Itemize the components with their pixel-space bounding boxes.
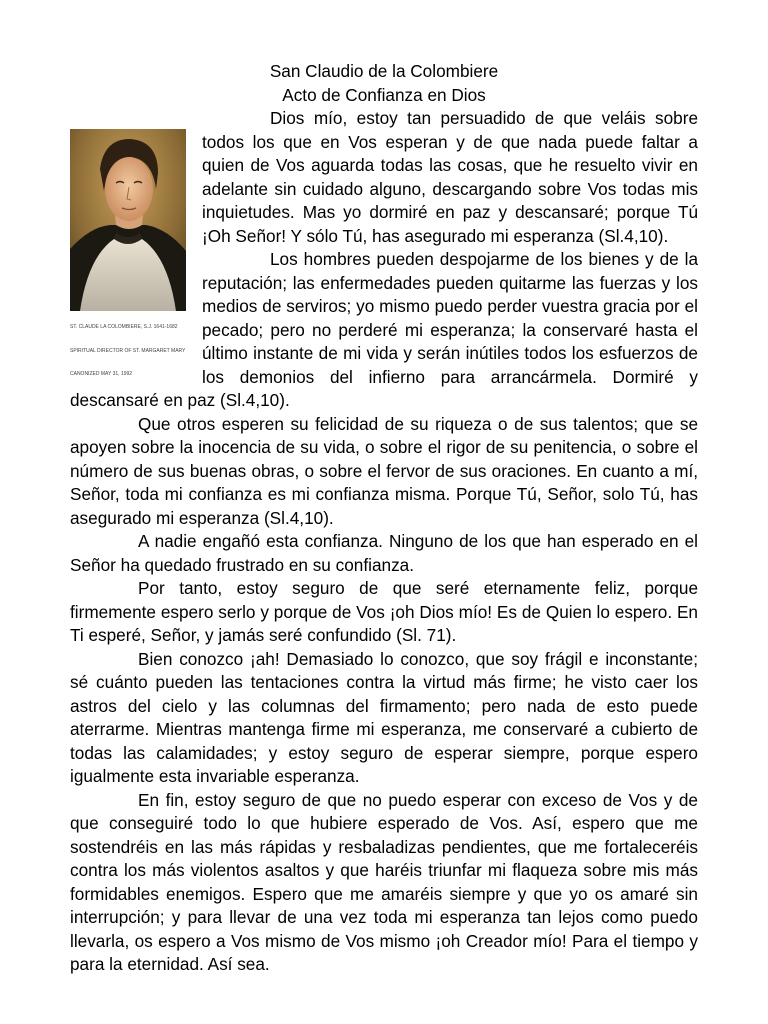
document-subtitle: Acto de Confianza en Dios [282,84,486,105]
paragraph-3: Que otros esperen su felicidad de su riqueza o de sus talentos; que se apoyen sobre la inocencia de su vida, o sobre el rigor de su penitencia, o sobre el número de sus buenas obras, o sobre el fervor de sus oraciones. En cuanto a mí, Señor, toda mi confianza es mi confianza misma. Porque Tú, Señor, solo Tú, has asegurado mi esperanza (Sl.4,10). [70,413,698,528]
paragraph-5: Por tanto, estoy seguro de que seré eternamente feliz, porque firmemente espero serlo y porque de Vos ¡oh Dios mío! Es de Quien lo espero. En Ti esperé, Señor, y jamás seré confundido (Sl. 71). [70,578,698,645]
portrait-figure [70,129,192,382]
saint-portrait-image [70,129,186,311]
document-title: San Claudio de la Colombiere [269,61,499,81]
portrait-caption-line-3: CANONIZED MAY 31, 1992 [70,371,133,377]
document-page [70,60,698,977]
paragraph-1-text: Dios mío, estoy tan persuadido de que veláis sobre todos los que en Vos esperan y de que nada puede faltar a quien de Vos aguarda todas las cosas, que he resuelto vivir en adelante sin cuidado alguno, descargando sobre Vos todas mis inquietudes. Mas yo dormiré en paz y descansaré; porque Tú ¡Oh Señor! Y sólo Tú, has asegurado mi esperanza (Sl.4,10). [202,108,698,246]
paragraph-6: Bien conozco ¡ah! Demasiado lo conozco, que soy frágil e inconstante; sé cuánto pueden las tentaciones contra la virtud más firme; he visto caer los astros del cielo y las columnas del firmamento; pero nada de esto puede aterrarme. Mientras mantenga firme mi esperanza, me conservaré a cubierto de todas las calamidades; y estoy seguro de esperar siempre, porque espero igualmente esta invariable esperanza. [70,648,698,786]
portrait-caption-line-2: SPIRITUAL DIRECTOR OF ST. MARGARET MARY [70,347,186,354]
paragraph-2: Los hombres pueden despojarme de los bienes y de la reputación; las enfermedades pueden quitarme las fuerzas y los medios de serviros; yo mismo puedo perder vuestra gracia por el pecado; pero no perderé mi esperanza; la conservaré hasta el último instante de mi vida y serán inútiles todos los esfuerzos de los demonios del infierno para arrancármela. Dormiré y descansaré en paz (Sl.4,10). [70,249,698,410]
portrait-caption [70,324,185,377]
portrait-caption-line-1: ST. CLAUDE LA COLOMBIERE, S.J. 1641-1682 [70,324,178,330]
paragraph-7: En fin, estoy seguro de que no puedo esperar con exceso de Vos y de que conseguiré todo lo que hubiere esperado de Vos. Así, espero que me sostendréis en las más rápidas y resbaladizas pendientes, que me fortaleceréis contra los más violentos asaltos y que haréis triunfar mi flaqueza sobre mis más formidables enemigos. Espero que me amaréis siempre y que yo os amaré sin interrupción; y para llevar de una vez toda mi esperanza tan lejos como puedo llevarla, os espero a Vos mismo de Vos mismo ¡oh Creador mío! Para el tiempo y para la eternidad. Así sea. [70,789,698,974]
paragraph-4: A nadie engañó esta confianza. Ninguno de los que han esperado en el Señor ha quedado frustrado en su confianza. [70,531,698,575]
